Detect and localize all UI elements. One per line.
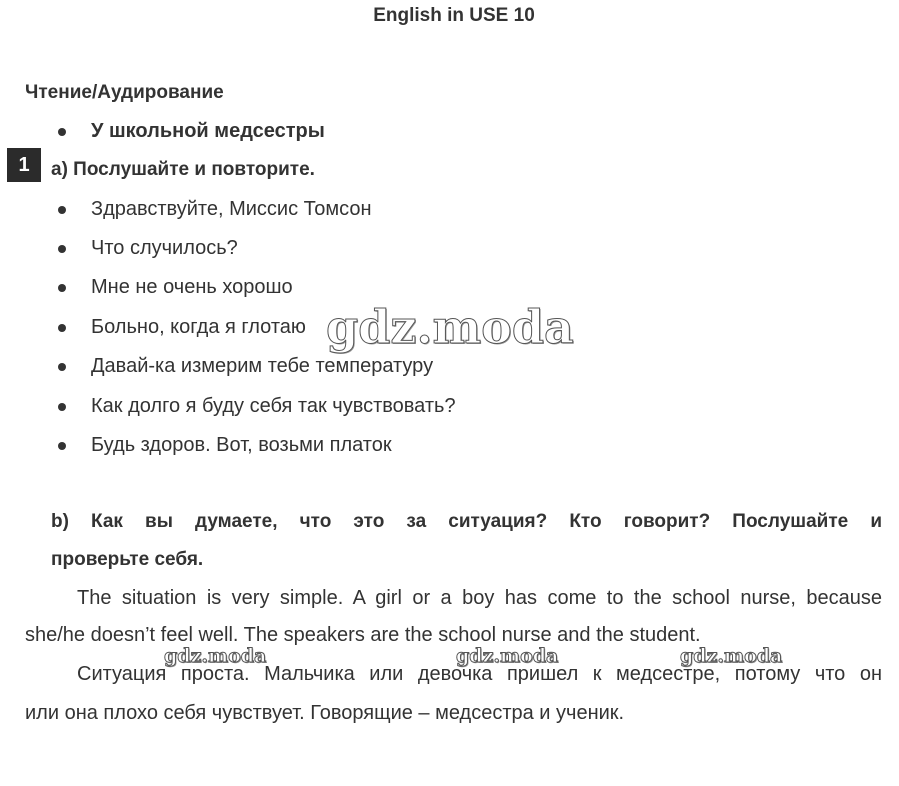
bullet-icon [58,363,66,371]
page-title: English in USE 10 [373,5,535,26]
list-item: Здравствуйте, Миссис Томсон [91,198,372,220]
list-item: Мне не очень хорошо [91,276,293,298]
bullet-icon [58,324,66,332]
task-part-b-line2: проверьте себя. [51,549,204,570]
answer-ru-line2: или она плохо себя чувствует. Говорящие – медсестра и ученик. [25,702,625,724]
bullet-icon [58,206,66,214]
list-item: Как долго я буду себя так чувствовать? [91,395,456,417]
bullet-icon [58,245,66,253]
bullet-icon [58,442,66,450]
list-item: Что случилось? [91,237,238,259]
bullet-icon [58,128,66,136]
answer-en-line2: she/he doesn’t feel well. The speakers are the school nurse and the student. [25,624,701,646]
answer-ru-line1: Ситуация проста. Мальчика или девочка пришел к медсестре, потому что он [77,663,882,685]
topic-label: У школьной медсестры [91,120,325,142]
answer-en-line1: The situation is very simple. A girl or a boy has come to the school nurse, because [77,587,882,609]
list-item: Будь здоров. Вот, возьми платок [91,434,392,456]
watermark-logo: gdz.moda [326,300,574,354]
task-part-a: a) Послушайте и повторите. [51,159,315,180]
bullet-icon [58,284,66,292]
watermark-logo: gdz.moda [164,645,267,667]
watermark-logo: gdz.moda [680,645,783,667]
section-heading: Чтение/Аудирование [25,82,224,103]
list-item: Больно, когда я глотаю [91,316,306,338]
list-item: Давай-ка измерим тебе температуру [91,355,434,377]
task-part-b-line1: b) Как вы думаете, что это за ситуация? Кто говорит? Послушайте и [51,511,882,532]
exercise-number-badge: 1 [7,148,41,182]
bullet-icon [58,403,66,411]
watermark-logo: gdz.moda [456,645,559,667]
